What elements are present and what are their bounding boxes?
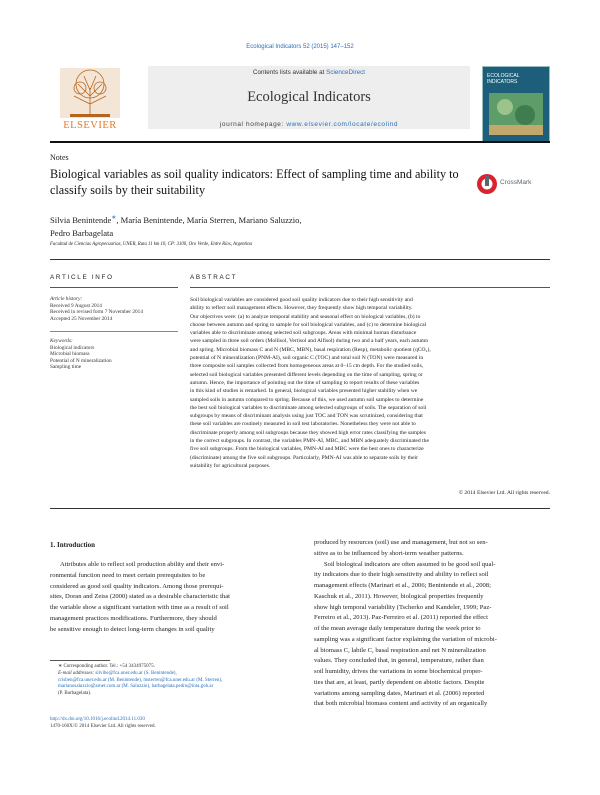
keyword-item: Sampling time [50, 364, 82, 371]
intro-right-column [314, 538, 550, 710]
crossmark-icon [476, 173, 498, 195]
publication-info [50, 717, 290, 731]
footnote-rule [50, 660, 110, 661]
abstract-line: discriminate properly among soil subgroups because they showed high error rates classifying the samples [190, 429, 426, 436]
intro-line: variations among sampling dates, Marinari et al. (2006) reported [314, 689, 485, 697]
sciencedirect-link[interactable]: ScienceDirect [326, 69, 365, 76]
cover-image-icon [489, 93, 543, 135]
intro-line: Kaschuk et al., 2011). However, biological properties frequently [314, 592, 484, 600]
cover-title: ECOLOGICAL INDICATORS [487, 73, 520, 85]
intro-line: sites, Doran and Zeiss (2000) stated as a desirable characteristic that [50, 593, 230, 601]
abstract-copyright: © 2014 Elsevier Ltd. All rights reserved. [458, 490, 550, 496]
abstract-line: in this kind of studies is remarked. In general, biological variables presented higher stability when we [190, 388, 418, 395]
abstract-line: were sampled in three soil orders (Mollisol, Vertisol and Alfisol) during two and a half years, each autumn [190, 338, 429, 345]
history-label: Article history: [50, 296, 83, 302]
abstract-line: three composite soil samples collected from homogeneous areas at 0–15 cm depth. For the studied soils, [190, 363, 424, 370]
author-list [50, 212, 470, 240]
doi-link[interactable]: http://dx.doi.org/10.1016/j.ecolind.2014.11.030 [50, 717, 145, 722]
abstract-line: (discriminate) among the five soil subgroups. Particularly, PMN-AI was able to separate soils by their [190, 454, 418, 461]
intro-line: Attributes able to reflect soil production ability and their envi- [60, 561, 225, 568]
intro-line: sitive as to be influenced by short-term weather patterns. [314, 549, 464, 557]
email-label: E-mail addresses: [58, 670, 95, 676]
intro-line: ties that are, at least, partly dependent on abiotic factors. Despite [314, 678, 485, 686]
journal-homepage [148, 121, 470, 128]
email-link[interactable]: marianosaluzzio@arnet.com.ar (M. Saluzzio), barbagelata.pedro@inta.gob.ar [58, 684, 214, 690]
author-first: Silvia Benintende [50, 214, 112, 225]
journal-reference[interactable]: Ecological Indicators 52 (2015) 147–152 [246, 44, 354, 50]
history-received: Received 9 August 2014 [50, 302, 102, 309]
article-history [50, 296, 180, 322]
intro-line: produced by resources (soil) use and management, but not so sen- [314, 539, 488, 546]
contents-line [148, 69, 470, 76]
keyword-item: Potential of N mineralization [50, 357, 112, 364]
intro-line: ronmental function need to meet certain prerequisites to be [50, 571, 206, 579]
issn-line: 1470-160X/© 2014 Elsevier Ltd. All rights reserved. [50, 723, 156, 729]
abstract-body [190, 296, 550, 470]
abstract-heading: ABSTRACT [190, 274, 238, 281]
elsevier-wordmark: ELSEVIER [63, 120, 117, 131]
abstract-line: these soil variables are routinely measured in soil test laboratories. Nonetheless they were not able to [190, 421, 416, 428]
author-rest: , María Benintende, María Sterren, Mariano Saluzzio, [116, 214, 302, 225]
info-rule [50, 287, 178, 288]
abstract-line: Our objectives were: (a) to analyze temporal stability and seasonal effect on biological variables, (b) to [190, 313, 421, 320]
keywords-rule [50, 331, 178, 332]
crossmark-badge[interactable] [476, 173, 532, 200]
history-revised: Received in revised form 7 November 2014 [50, 309, 143, 316]
abstract-divider-bottom [50, 508, 550, 509]
elsevier-logo [50, 66, 130, 132]
intro-line: Soil biological indicators are often assumed to be good soil qual- [324, 560, 496, 568]
abstract-line: subgroups by means of discriminant analysis using just TOC and TON was scrutinized, considering that [190, 413, 423, 420]
history-accepted: Accepted 25 November 2014 [50, 315, 113, 322]
intro-line: al biomass C, labile C, basal respiration and net N mineralization [314, 646, 486, 654]
abstract-line: and spring. Microbial biomass C and N (MBC, MBN), basal respiration (Resp), metabolic quotient (qCO₂), [190, 346, 431, 353]
abstract-line: suitability for agricultural purposes. [190, 462, 271, 469]
intro-left-column [50, 560, 290, 635]
abstract-line: five soil subgroups. From the biological variables, PMN-AI and MBC were the best ones to characterize [190, 446, 424, 453]
abstract-rule [190, 287, 550, 288]
intro-line: of the mean average daily temperature during the week prior to [314, 625, 481, 632]
abstract-line: selected soil biological variables presented different levels depending on the time of sampling, spring or [190, 371, 423, 378]
keyword-item: Microbial biomass [50, 351, 90, 358]
intro-line: sampling was a significant factor explaining the variation of microbi- [314, 635, 497, 643]
header-divider [50, 141, 550, 143]
intro-line: the variable show a significant variation with time as a result of soil [50, 604, 229, 611]
author-last: Pedro Barbagelata [50, 227, 114, 238]
email-attribution: (P. Barbagelata). [58, 691, 92, 697]
journal-name: Ecological Indicators [247, 89, 371, 105]
intro-line: that both microbial biomass content and activity of an organically [314, 700, 488, 708]
corresponding-author: ∗ Corresponding author. Tel.: +54 3434975075. [58, 664, 155, 669]
abstract-line: potential of N mineralization (PNM-AI), soil organic C (TOC) and total soil N (TON) were measured in [190, 355, 424, 362]
intro-line: show high temporal variability (Tscherko and Kandeler, 1999; Paz- [314, 603, 492, 611]
email-link[interactable]: silvibe@fca.uner.edu.ar (S. Benintende), [95, 670, 177, 676]
homepage-label: journal homepage: [219, 121, 284, 128]
intro-line: management practices modifications. Furthermore, they should [50, 614, 217, 622]
crossmark-label: CrossMark [500, 179, 532, 186]
article-info-heading: ARTICLE INFO [50, 274, 114, 281]
abstract-line: sampled soils in autumn compared to spring. Because of this, we used autumn soil samples to determine [190, 396, 424, 403]
intro-line: values. They concluded that, in general, temperature, rather than [314, 657, 484, 665]
footnotes [58, 664, 298, 698]
keywords [50, 338, 180, 371]
homepage-link[interactable]: www.elsevier.com/locate/ecolind [286, 121, 399, 128]
keywords-label: Keywords: [50, 338, 73, 344]
intro-line: be sensitive enough to detect long-term changes in soil quality [50, 625, 215, 633]
abstract-line: the best soil biological variables to discriminate among selected subgroups of soils. The separation of soil [190, 404, 427, 411]
section-label: Notes [50, 153, 69, 162]
corresponding-marker[interactable]: ∗ [111, 215, 117, 221]
intro-line: considered as good soil quality indicators. Among those prerequi- [50, 582, 224, 590]
article-title: Biological variables as soil quality indicators: Effect of sampling time and ability to classify soils by their suitability [50, 167, 459, 197]
intro-line: Ferreiro et al., 2013). Paz-Ferreiro et al. (2011) reported the effect [314, 614, 488, 622]
affiliation: Facultad de Ciencias Agropecuarias, UNER, Ruta 11 km 10, CP: 3100, Oro Verde, Entre Ríos, Argentina [50, 242, 253, 247]
abstract-line: in the correct subgroups. In contrast, the variables PMN-AI, MBC, and MBN adequately discriminated the [190, 438, 429, 445]
abstract-line: variables able to discriminate among selected soil subgroups. Areas with minimal human disturbance [190, 330, 417, 337]
info-divider-top [50, 259, 550, 260]
journal-cover [482, 66, 550, 142]
abstract-line: Soil biological variables are considered good soil quality indicators due to their high sensitivity and [190, 297, 413, 303]
keyword-item: Biological indicators [50, 344, 95, 351]
contents-prefix: Contents lists available at [252, 69, 325, 76]
abstract-line: autumn. Hence, the importance of pointing out the time of sampling to report results of these variables [190, 379, 420, 386]
intro-line: management effects (Marinari et al., 2006; Benintende et al., 2008; [314, 582, 491, 589]
abstract-line: choose between autumn and spring to sample for soil biological variables, and (c) to determine biological [190, 321, 427, 328]
intro-line: soil humidity, drives the variations in some biochemical proper- [314, 668, 483, 675]
abstract-line: ability to reflect soil management effects. However, they frequently show high temporal variability. [190, 305, 413, 312]
intro-line: ity indicators due to their high sensitivity and ability to reflect soil [314, 571, 489, 579]
email-link[interactable]: crisben@fca.uner.edu.ar (M. Benintende), msterren@fca.uner.edu.ar (M. Sterren), [58, 677, 223, 683]
intro-heading: 1. Introduction [50, 541, 95, 549]
